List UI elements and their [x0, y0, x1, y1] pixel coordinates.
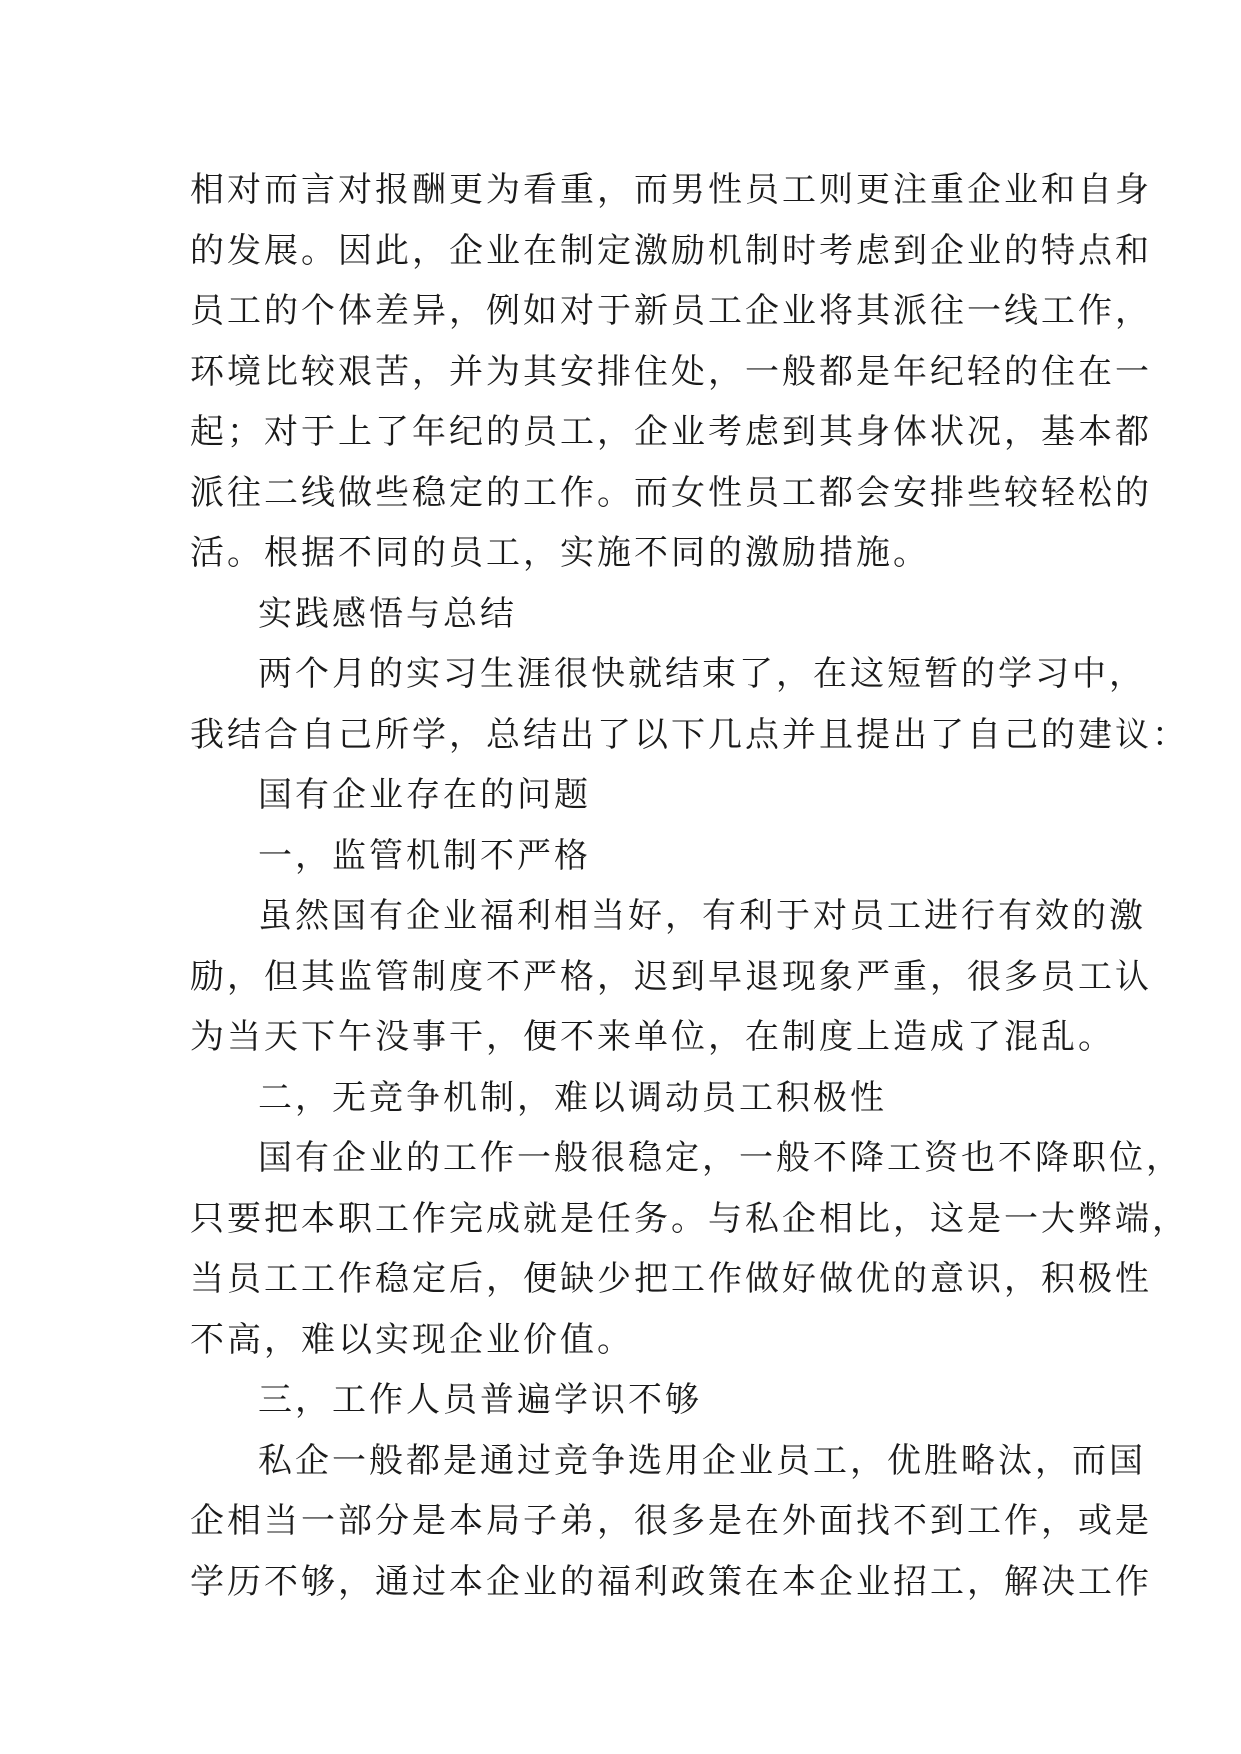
text-line: 当员工工作稳定后，便缺少把工作做好做优的意识，积极性	[190, 1259, 1152, 1299]
text-line: 为当天下午没事干，便不来单位，在制度上造成了混乱。	[190, 1017, 1115, 1057]
text-line: 二，无竞争机制，难以调动员工积极性	[258, 1077, 887, 1118]
text-line: 起；对于上了年纪的员工，企业考虑到其身体状况，基本都	[190, 412, 1152, 452]
text-line: 励，但其监管制度不严格，迟到早退现象严重，很多员工认	[190, 956, 1152, 997]
text-line: 企相当一部分是本局子弟，很多是在外面找不到工作，或是	[190, 1501, 1152, 1541]
text-line: 三，工作人员普遍学识不够	[258, 1380, 702, 1420]
text-line: 的发展。因此，企业在制定激励机制时考虑到企业的特点和	[190, 230, 1152, 271]
text-line: 国有企业的工作一般很稳定，一般不降工资也不降职位，	[258, 1138, 1183, 1178]
text-line: 环境比较艰苦，并为其安排住处，一般都是年纪轻的住在一	[190, 351, 1152, 392]
text-line: 不高，难以实现企业价值。	[190, 1319, 634, 1360]
document-body	[190, 160, 1189, 1612]
text-line: 虽然国有企业福利相当好，有利于对员工进行有效的激	[258, 896, 1146, 936]
text-line: 员工的个体差异，例如对于新员工企业将其派往一线工作，	[190, 291, 1152, 331]
text-line: 国有企业存在的问题	[258, 775, 591, 815]
text-line: 只要把本职工作完成就是任务。与私企相比，这是一大弊端，	[190, 1198, 1189, 1239]
text-line: 我结合自己所学，总结出了以下几点并且提出了自己的建议：	[190, 714, 1189, 755]
text-line: 一，监管机制不严格	[258, 835, 591, 876]
text-line: 两个月的实习生涯很快就结束了，在这短暂的学习中，	[258, 654, 1146, 694]
text-line: 私企一般都是通过竞争选用企业员工，优胜略汰，而国	[258, 1440, 1146, 1481]
text-line: 相对而言对报酬更为看重，而男性员工则更注重企业和自身	[190, 170, 1152, 210]
text-line: 派往二线做些稳定的工作。而女性员工都会安排些较轻松的	[190, 472, 1152, 513]
text-line: 活。根据不同的员工，实施不同的激励措施。	[190, 533, 930, 573]
text-line: 实践感悟与总结	[258, 593, 517, 634]
text-line: 学历不够，通过本企业的福利政策在本企业招工，解决工作	[190, 1561, 1152, 1602]
